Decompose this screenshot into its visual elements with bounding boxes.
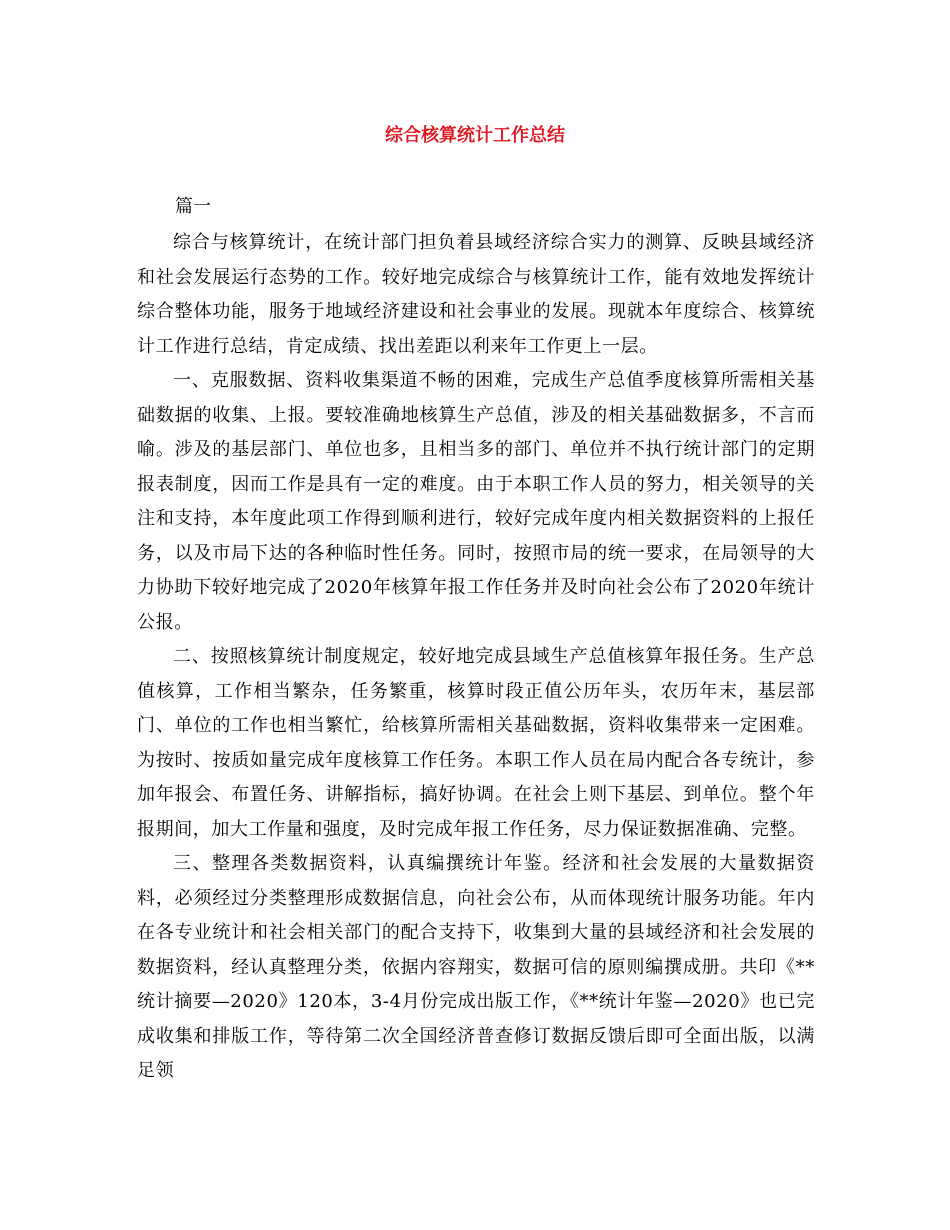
section-label: 篇一	[175, 196, 211, 217]
paragraph-point-two: 二、按照核算统计制度规定，较好地完成县域生产总值核算年报任务。生产总值核算，工作相当繁杂，任务繁重，核算时段正值公历年头，农历年末，基层部门、单位的工作也相当繁忙，给核算所需相关基础数据，资料收集带来一定困难。为按时、按质如量完成年度核算工作任务。本职工作人员在局内配合各专统计，参加年报会、布置任务、讲解指标，搞好协调。在社会上则下基层、到单位。整个年报期间，加大工作量和强度，及时完成年报工作任务，尽力保证数据准确、完整。	[137, 646, 815, 840]
paragraph-point-one: 一、克服数据、资料收集渠道不畅的困难，完成生产总值季度核算所需相关基础数据的收集、上报。要较准确地核算生产总值，涉及的相关基础数据多，不言而喻。涉及的基层部门、单位也多，且相当多的部门、单位并不执行统计部门的定期报表制度，因而工作是具有一定的难度。由于本职工作人员的努力，相关领导的关注和支持，本年度此项工作得到顺利进行，较好完成年度内相关数据资料的上报任务，以及市局下达的各种临时性任务。同时，按照市局的统一要求，在局领导的大力协助下较好地完成了2020年核算年报工作任务并及时向社会公布了2020年统计公报。	[137, 370, 815, 633]
document-body	[137, 190, 815, 1089]
paragraph-point-three: 三、整理各类数据资料，认真编撰统计年鉴。经济和社会发展的大量数据资料，必须经过分类整理形成数据信息，向社会公布，从而体现统计服务功能。年内在各专业统计和社会相关部门的配合支持下，收集到大量的县域经济和社会发展的数据资料，经认真整理分类，依据内容翔实，数据可信的原则编撰成册。共印《**统计摘要—2020》120本，3-4月份完成出版工作，《**统计年鉴—2020》也已完成收集和排版工作，等待第二次全国经济普查修订数据反馈后即可全面出版，以满足领	[137, 853, 815, 1081]
document-title: 综合核算统计工作总结	[385, 125, 565, 146]
paragraph-intro: 综合与核算统计，在统计部门担负着县域经济综合实力的测算、反映县域经济和社会发展运行态势的工作。较好地完成综合与核算统计工作，能有效地发挥统计综合整体功能，服务于地域经济建设和社会事业的发展。现就本年度综合、核算统计工作进行总结，肯定成绩、找出差距以利来年工作更上一层。	[137, 232, 815, 357]
